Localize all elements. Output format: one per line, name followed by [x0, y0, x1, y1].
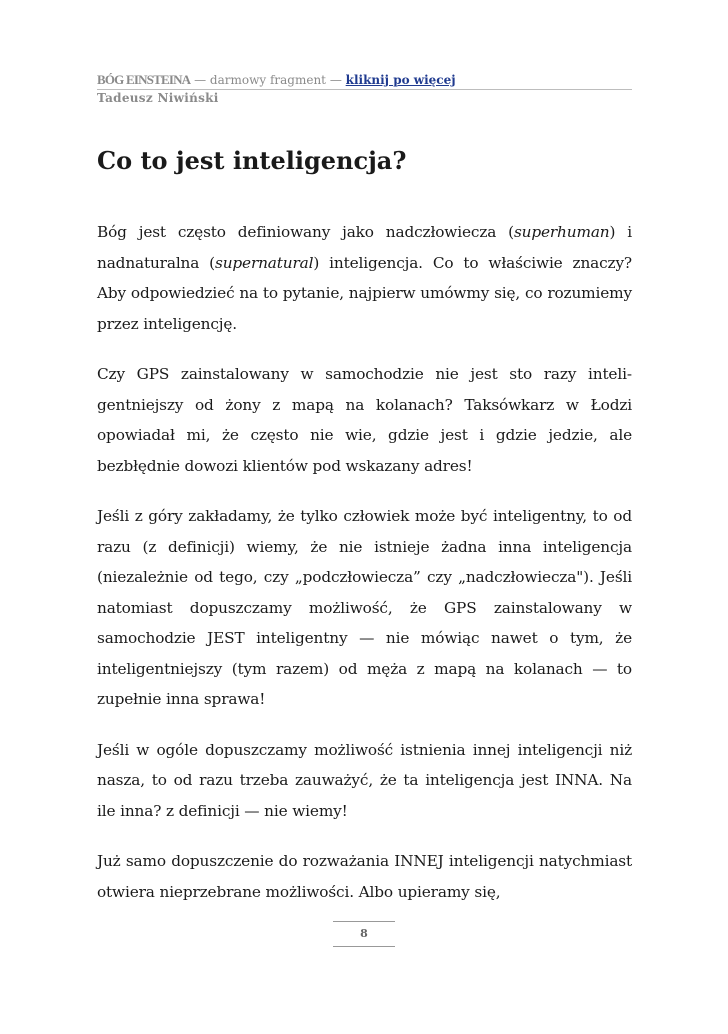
footer-rule-bottom — [333, 946, 395, 947]
chapter-title: Co to jest inteligencja? — [97, 146, 407, 175]
italic-term: superhuman — [513, 223, 610, 241]
header-line — [97, 72, 632, 88]
text-run: Czy GPS zainstalowany w samochodzie nie jest sto razy inteligentniejszy od żony z mapą na kolanach? Taksówkarz w Łodzi opowiadał mi, że często nie wie, gdzie jest i gdzie jedzie, ale bezbłędnie dowozi klientów pod wskazany adres! — [97, 365, 632, 475]
text-run: Już samo dopuszczenie do rozważania INNEJ inteligencji natychmiast otwiera nieprzebrane możliwości. Albo upieramy się, — [97, 852, 632, 901]
text-run: ) i nadnaturalna ( — [97, 223, 632, 272]
paragraph — [97, 217, 632, 339]
running-header — [97, 72, 632, 106]
header-separator: — — [326, 73, 346, 87]
page-number: 8 — [360, 927, 368, 940]
header-separator: — — [190, 73, 210, 87]
more-link[interactable]: kliknij po więcej — [345, 73, 456, 87]
page-footer — [333, 921, 395, 947]
text-run: Jeśli w ogóle dopuszczamy możliwość istnienia innej inteligencji niż nasza, to od razu trzeba zauważyć, że ta inteligencja jest INNA. Na ile inna? z definicji — nie wiemy! — [97, 740, 632, 820]
italic-term: supernatural — [215, 253, 314, 272]
author-name: Tadeusz Niwiński — [97, 91, 219, 105]
body-text — [97, 217, 632, 927]
paragraph — [97, 359, 632, 481]
text-run: Bóg jest często definiowany jako nadczłowiecza ( — [97, 223, 514, 241]
paragraph — [97, 846, 632, 907]
paragraph — [97, 735, 632, 827]
text-run: ) inteligencja. Co to właściwie znaczy? Aby odpowiedzieć na to pytanie, najpierw umówmy się, co rozumiemy przez inteligencję. — [97, 253, 632, 333]
fragment-label: darmowy fragment — [209, 73, 327, 87]
text-run: Jeśli z góry zakładamy, że tylko człowiek może być inteligentny, to od razu (z definicji) wiemy, że nie istnieje żadna inna inteligencja (niezależnie od tego, czy „podczłowiecza” czy „nadczłowiecza"). Jeśli natomiast dopuszczamy możliwość, że GPS zainstalowany w samochodzie JEST inteligentny — nie mówiąc nawet o tym, że inteligentniejszy (tym razem) od męża z mapą na kolanach — to zupełnie inna sprawa! — [97, 507, 632, 708]
paragraph — [97, 501, 632, 715]
book-title: BÓG EINSTEINA — [97, 72, 191, 87]
